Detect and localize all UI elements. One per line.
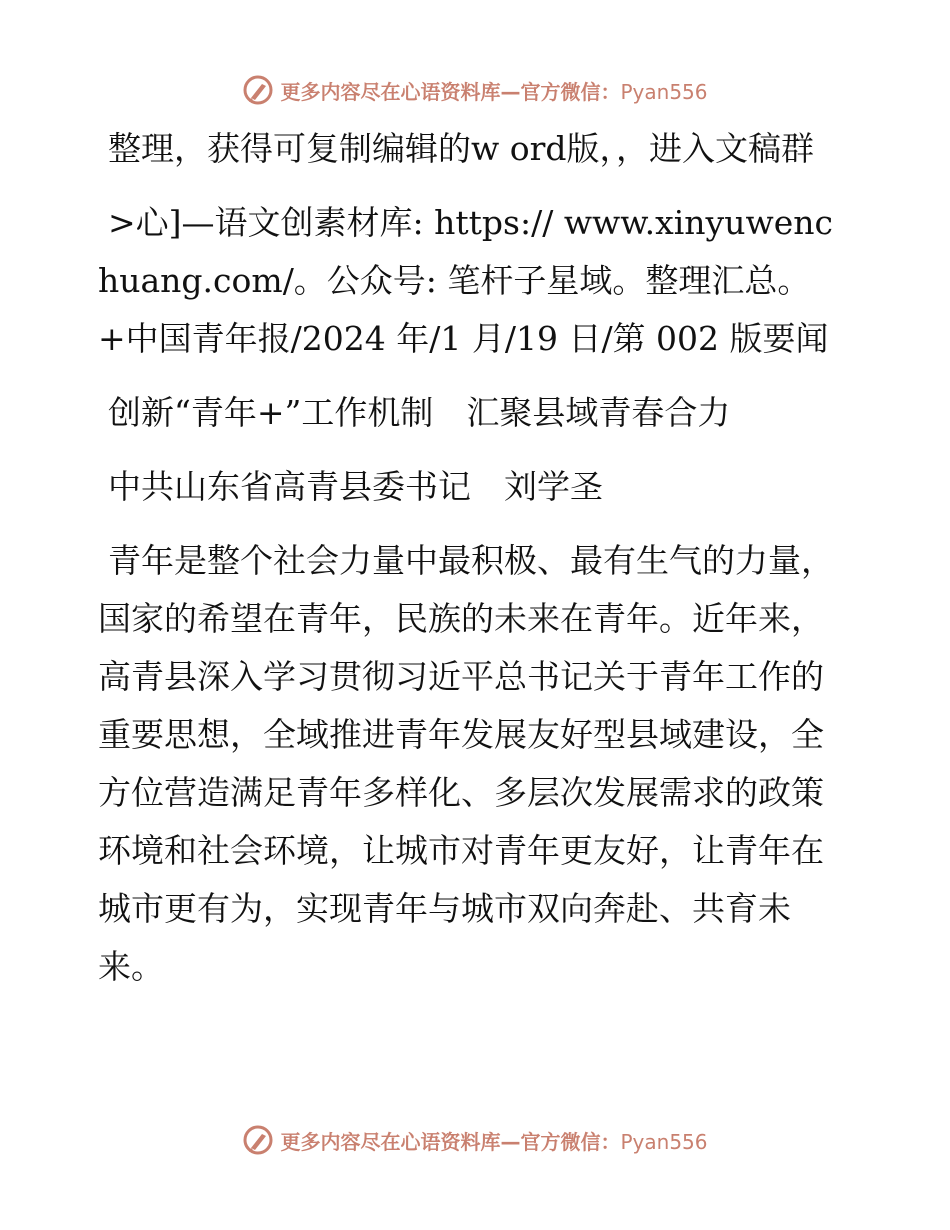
header-watermark [0,70,950,110]
pen-logo-icon [242,74,274,106]
article-author: 中共山东省高青县委书记 刘学圣 [108,467,603,506]
body-paragraph: 青年是整个社会力量中最积极、最有生气的力量，国家的希望在青年，民族的未来在青年。近年来，高青县深入学习贯彻习近平总书记关于青年工作的重要思想，全域推进青年发展友好型县域建设，全方位营造满足青年多样化、多层次发展需求的政策环境和社会环境，让城市对青年更友好，让青年在城市更有为，实现青年与城市双向奔赴、共育未来。 [98,541,834,986]
document-body [98,120,850,1012]
watermark-text: 更多内容尽在心语资料库—官方微信：Pyan556 [280,79,708,104]
footer-watermark [0,1120,950,1160]
pen-logo-icon [242,1124,274,1156]
intro-paragraph: 整理，获得可复制编辑的w ord版，，进入文稿群 [108,129,815,168]
article-title: 创新“青年+”工作机制 汇聚县域青春合力 [108,393,731,432]
source-paragraph: >心]—语文创素材库: https:// www.xinyuwenchuang.com/。公众号: 笔杆子星域。整理汇总。+中国青年报/2024 年/1 月/19 日/第 002 版要闻 [98,203,833,358]
watermark-text: 更多内容尽在心语资料库—官方微信：Pyan556 [280,1129,708,1154]
